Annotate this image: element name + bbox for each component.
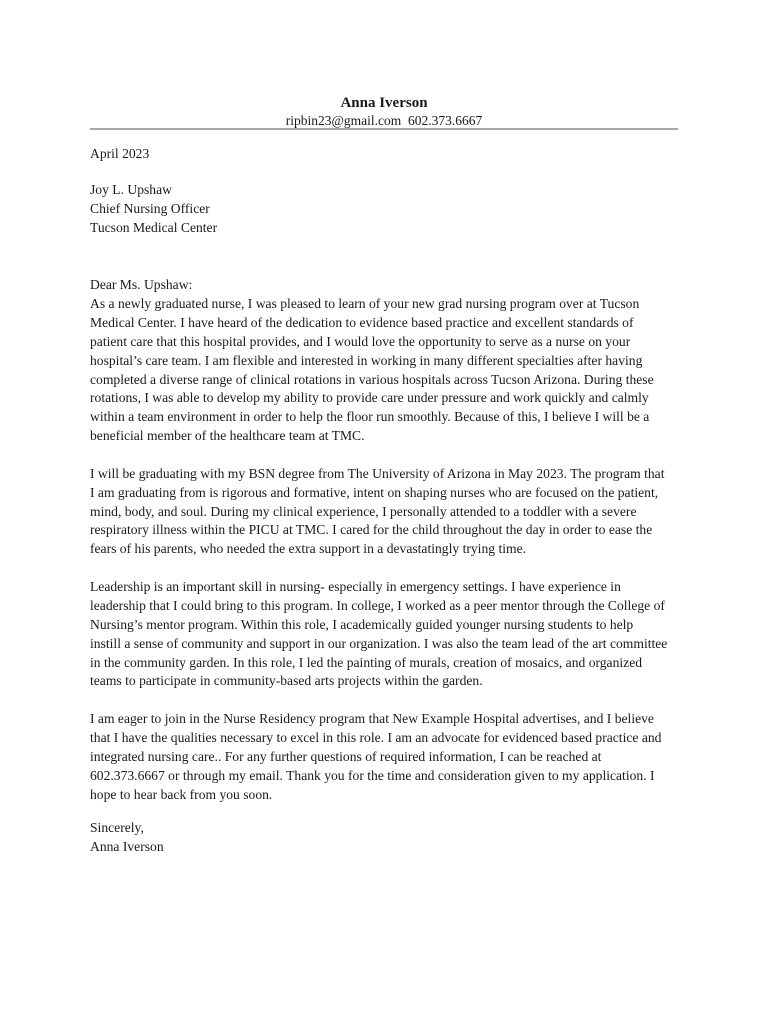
signature-name: Anna Iverson <box>90 838 164 854</box>
salutation: Dear Ms. Upshaw: <box>90 277 193 292</box>
paragraph-line: I am graduating from is rigorous and formative, intent on shaping nurses who are focused on the patient, <box>90 484 659 500</box>
paragraph-line: Leadership is an important skill in nursing- especially in emergency settings. I have experience in <box>90 578 621 594</box>
closing-block <box>90 819 690 857</box>
paragraph-line: patient care that this hospital provides, and I would love the opportunity to serve as a nurse on your <box>90 333 631 349</box>
paragraph-line: Medical Center. I have heard of the dedication to evidence based practice and excellent standards of <box>90 314 634 330</box>
valediction: Sincerely, <box>90 820 144 835</box>
paragraph-line: hospital’s care team. I am flexible and interested in working in many different specialties after having <box>90 352 643 368</box>
paragraph-line: mind, body, and soul. During my clinical experience, I personally attended to a toddler with a severe <box>90 503 637 519</box>
paragraph-line: hope to hear back from you soon. <box>90 786 273 802</box>
paragraph-line: integrated nursing care.. For any further questions of required information, I can be reached at <box>90 748 602 764</box>
body-paragraph <box>90 465 690 560</box>
paragraph-line: in the community garden. In this role, I led the painting of murals, creation of mosaics, and organized <box>90 654 643 670</box>
paragraph-line: fears of his parents, who needed the extra support in a devastatingly trying time. <box>90 541 527 557</box>
paragraph-line: respiratory illness within the PICU at TMC. I cared for the child throughout the day in order to ease the <box>90 522 653 538</box>
paragraph-line: that I have the qualities necessary to excel in this role. I am an advocate for evidenced based practice and <box>90 729 662 745</box>
paragraph-line: As a newly graduated nurse, I was pleased to learn of your new grad nursing program over at Tucson <box>90 295 640 311</box>
recipient-name: Joy L. Upshaw <box>90 182 172 197</box>
recipient-title: Chief Nursing Officer <box>90 200 210 216</box>
paragraph-line: I am eager to join in the Nurse Residency program that New Example Hospital advertises, and I believe <box>90 710 654 726</box>
paragraph-line: 602.373.6667 or through my email. Thank you for the time and consideration given to my application. I <box>90 767 655 783</box>
paragraph-line: rotations, I was able to develop my ability to provide care under pressure and work quickly and calmly <box>90 390 649 406</box>
body-paragraph <box>90 710 690 805</box>
paragraph-line: teams to participate in community-based arts projects within the garden. <box>90 673 483 689</box>
header-divider <box>90 128 678 130</box>
sender-contact: ripbin23@gmail.com 602.373.6667 <box>285 113 483 128</box>
sender-name: Anna Iverson <box>340 95 428 111</box>
letterhead <box>90 94 678 129</box>
recipient-block <box>90 181 690 238</box>
paragraph-line: leadership that I could bring to this program. In college, I worked as a peer mentor through the College of <box>90 597 665 613</box>
body-paragraph <box>90 295 690 446</box>
paragraph-line: I will be graduating with my BSN degree from The University of Arizona in May 2023. The program that <box>90 465 665 481</box>
letter-date: April 2023 <box>90 146 150 161</box>
paragraph-line: completed a diverse range of clinical rotations in various hospitals across Tucson Arizona. During these <box>90 371 654 387</box>
paragraph-line: beneficial member of the healthcare team at TMC. <box>90 428 365 444</box>
paragraph-line: Nursing’s mentor program. Within this role, I academically guided younger nursing students to help <box>90 616 634 632</box>
paragraph-line: instill a sense of community and support in our organization. I was also the team lead of the art committee <box>90 635 668 651</box>
paragraph-line: within a team environment in order to help the floor run smoothly. Because of this, I believe I will be a <box>90 409 650 425</box>
recipient-organization: Tucson Medical Center <box>90 219 218 235</box>
body-paragraph <box>90 578 690 691</box>
letter-body <box>90 276 690 804</box>
